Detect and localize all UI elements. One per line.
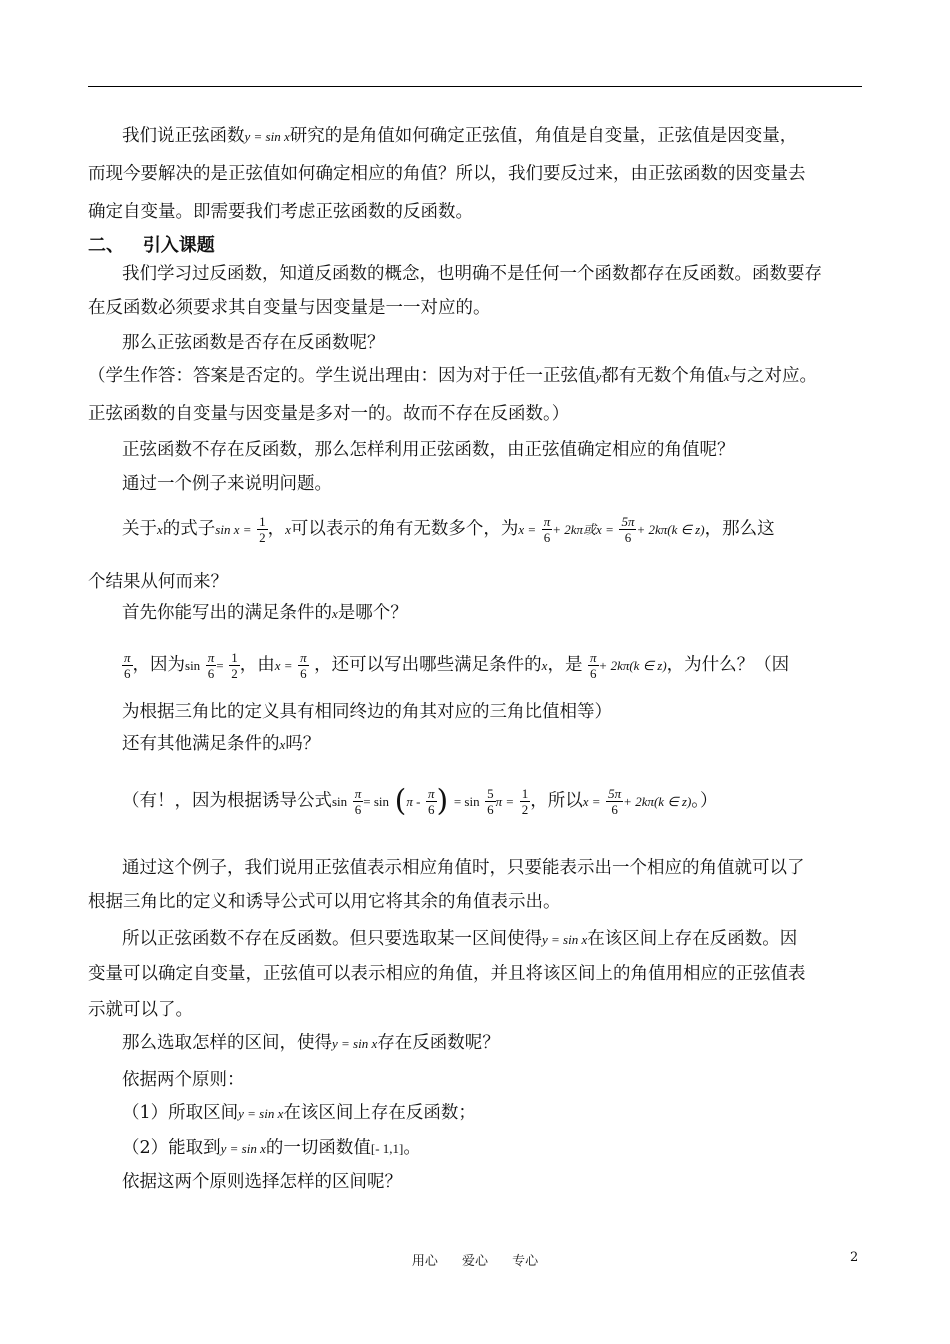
page-footer xyxy=(0,1250,950,1269)
paragraph-line: 个结果从何而来？ xyxy=(88,572,228,592)
paragraph-line: 我们说正弦函数y = sin x研究的是角值如何确定正弦值，角值是自变量，正弦值是因变量， xyxy=(122,126,798,146)
paragraph-line: 为根据三角比的定义具有相同终边的角其对应的三角比值相等） xyxy=(122,702,612,722)
fraction: $\frac{5\pi}{6}$ xyxy=(621,514,635,545)
page-number: 2 xyxy=(850,1250,859,1265)
section-title: 引入课题 xyxy=(142,235,215,256)
fraction: $\frac{1}{2}$ xyxy=(231,650,238,681)
paragraph-line: 所以正弦函数不存在反函数。但只要选取某一区间使得y = sin x在该区间上存在反函数。因 xyxy=(122,929,798,949)
paragraph-line: 正弦函数不存在反函数，那么怎样利用正弦函数，由正弦值确定相应的角值呢？ xyxy=(122,440,735,460)
footer-word: 用心 xyxy=(411,1254,438,1269)
paragraph-line: 首先你能写出的满足条件的x是哪个？ xyxy=(122,603,408,623)
paragraph-line: 示就可以了。 xyxy=(88,1000,193,1020)
paragraph-line: 而现今要解决的是正弦值如何确定相应的角值？所以，我们要反过来，由正弦函数的因变量去 xyxy=(88,164,806,184)
fraction: $\frac{5}{6}$ xyxy=(487,786,494,817)
fraction: $\frac{\pi}{6}$ xyxy=(543,514,551,545)
section-heading xyxy=(88,234,863,258)
paragraph-line: 我们学习过反函数，知道反函数的概念，也明确不是任何一个函数都存在反函数。函数要存 xyxy=(122,264,822,284)
fraction: $\frac{5\pi}{6}$ xyxy=(608,786,622,817)
paragraph-line: 还有其他满足条件的x吗？ xyxy=(122,734,321,754)
paragraph-line: （有！，因为根据诱导公式sin $\frac{\pi}{6}$ = sin (π - $\frac{\pi}{6}$ ) = sin $\frac{5}{6}$ π = $\frac{1}{2}$ ，所以x = $\frac{5\pi}{6}$ + 2kπ(k ∈ z)。） xyxy=(122,783,718,819)
paragraph-line: 通过一个例子来说明问题。 xyxy=(122,474,332,494)
paragraph-line: 根据三角比的定义和诱导公式可以用它将其余的角值表示出。 xyxy=(88,892,561,912)
fraction: $\frac{\pi}{6}$ xyxy=(207,650,215,681)
paragraph-line: 确定自变量。即需要我们考虑正弦函数的反函数。 xyxy=(88,202,473,222)
paragraph-line: $\frac{\pi}{6}$ ，因为sin $\frac{\pi}{6}$ = $\frac{1}{2}$ ，由x = $\frac{\pi}{6}$ ，还可以写出哪些满足条件的x，是 $\frac{\pi}{6}$ + 2kπ(k ∈ z)，为什么？（因 xyxy=(124,650,790,681)
footer-word: 专心 xyxy=(512,1254,539,1269)
footer-word: 爱心 xyxy=(461,1254,488,1269)
fraction: $\frac{1}{2}$ xyxy=(521,786,529,817)
paragraph-line: 那么正弦函数是否存在反函数呢？ xyxy=(122,333,385,353)
fraction: $\frac{\pi}{6}$ xyxy=(124,650,131,681)
paragraph-line: 那么选取怎样的区间，使得y = sin x存在反函数呢？ xyxy=(122,1033,500,1053)
paragraph-line: 正弦函数的自变量与因变量是多对一的。故而不存在反函数。） xyxy=(88,404,570,424)
section-number: 二、 xyxy=(88,235,124,256)
paragraph-line: 关于x的式子sin x = $\frac{1}{2}$ ，x可以表示的角有无数多个，为x = $\frac{\pi}{6}$ + 2kπ或x = $\frac{5\pi}{6}$ + 2kπ(k ∈ z)，那么这 xyxy=(122,514,775,545)
paragraph-line: 依据两个原则： xyxy=(122,1070,245,1090)
paragraph-line: （学生作答：答案是否定的。学生说出理由：因为对于任一正弦值y都有无数个角值x与之对应。 xyxy=(88,366,818,386)
paragraph-line: 通过这个例子，我们说用正弦值表示相应角值时，只要能表示出一个相应的角值就可以了 xyxy=(122,858,805,878)
formula: y = sin x xyxy=(244,129,290,144)
list-item: （2）能取到y = sin x的一切函数值[- 1,1]。 xyxy=(122,1138,421,1158)
fraction: $\frac{\pi}{6}$ xyxy=(354,786,362,817)
paragraph-line: 变量可以确定自变量，正弦值可以表示相应的角值，并且将该区间上的角值用相应的正弦值表 xyxy=(88,964,806,984)
fraction: $\frac{\pi}{6}$ xyxy=(590,650,597,681)
formula: sin x = xyxy=(215,522,252,537)
paragraph-line: 依据这两个原则选择怎样的区间呢？ xyxy=(122,1172,402,1192)
paragraph-line: 在反函数必须要求其自变量与因变量是一一对应的。 xyxy=(88,298,491,318)
fraction: $\frac{1}{2}$ xyxy=(259,514,266,545)
fraction: $\frac{\pi}{6}$ xyxy=(300,650,307,681)
header-rule xyxy=(88,86,862,87)
list-item: （1）所取区间y = sin x在该区间上存在反函数； xyxy=(122,1103,476,1123)
fraction: $\frac{\pi}{6}$ xyxy=(428,786,435,817)
